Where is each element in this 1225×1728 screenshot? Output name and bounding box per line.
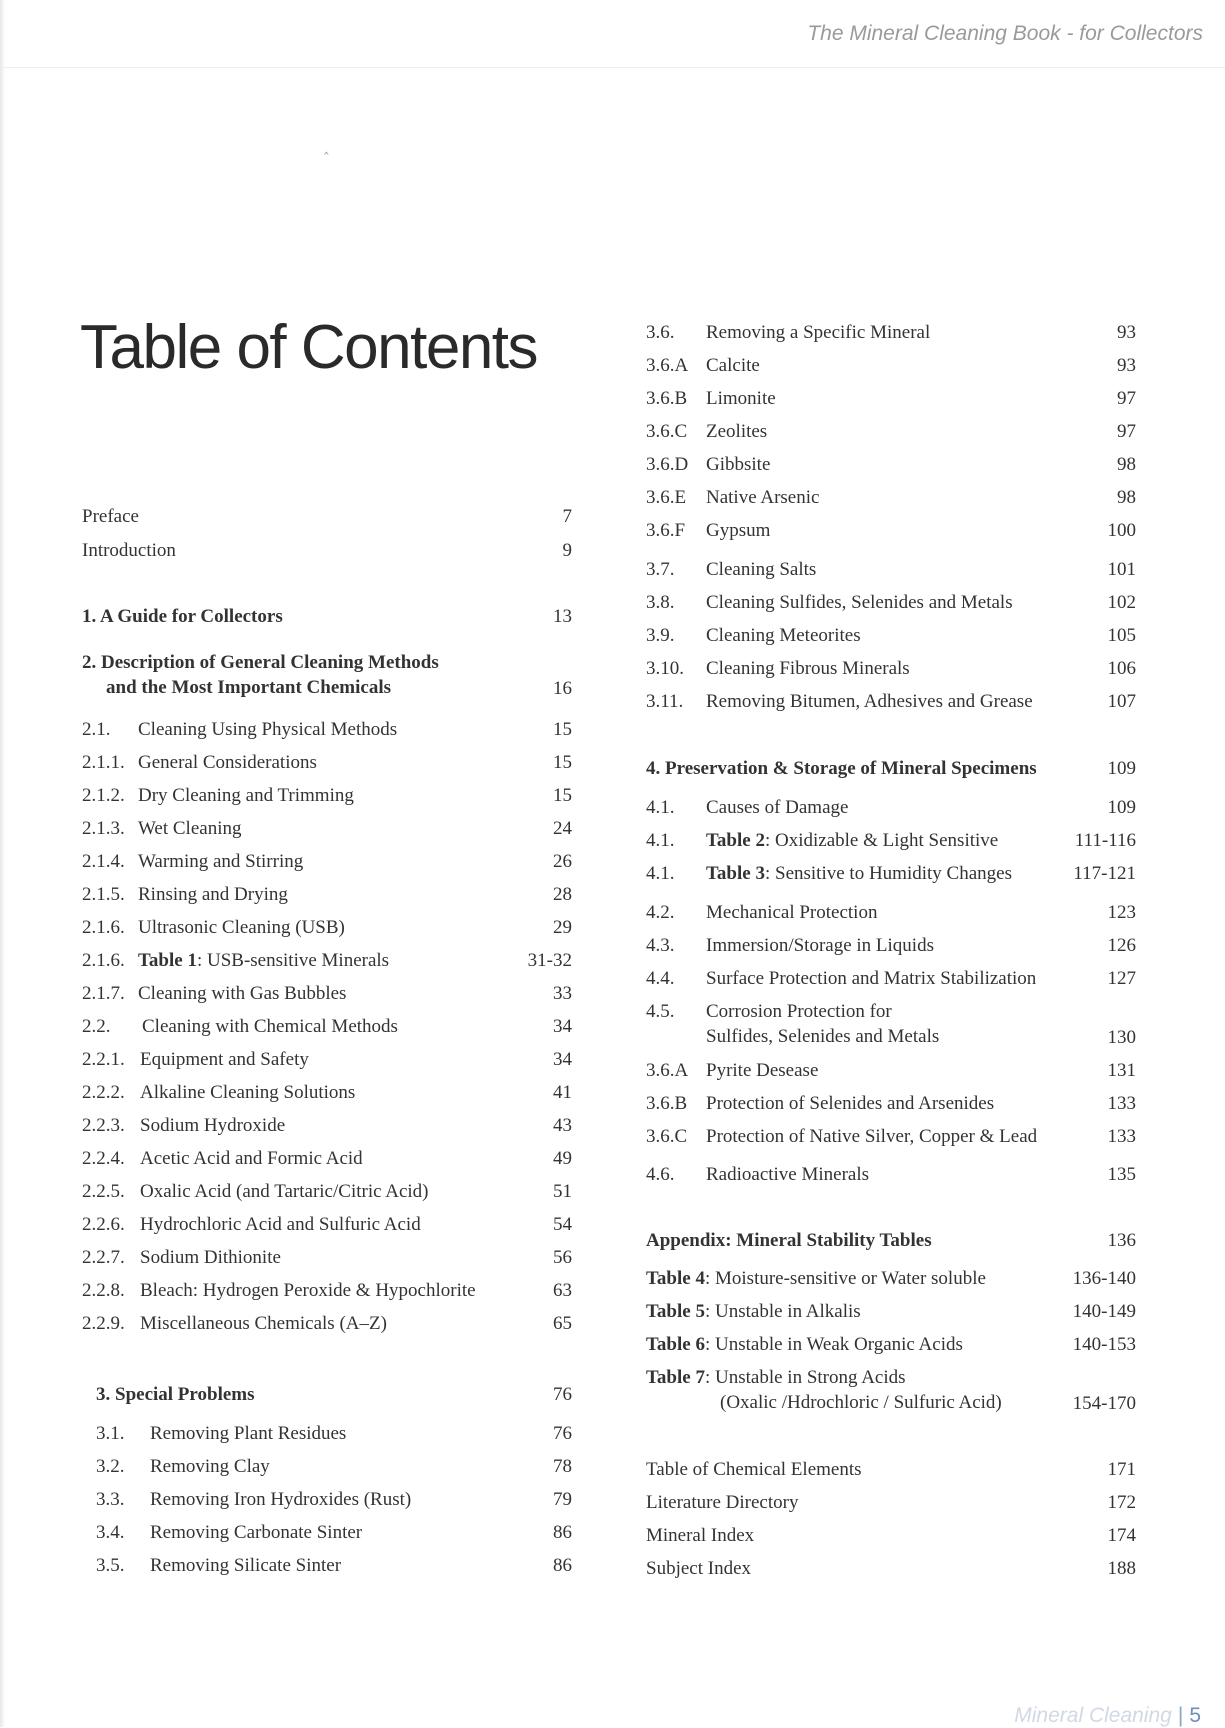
toc-entry-label: Removing Plant Residues xyxy=(150,1423,347,1444)
toc-page-number: 123 xyxy=(1107,902,1136,923)
toc-entry xyxy=(82,783,572,809)
toc-entry-label: Oxalic Acid (and Tartaric/Citric Acid) xyxy=(140,1181,429,1202)
toc-entry-label: Calcite xyxy=(706,355,760,376)
toc-section-number: 4.1. xyxy=(646,797,675,818)
toc-entry xyxy=(646,1162,1136,1188)
toc-page-number: 98 xyxy=(1117,487,1136,508)
toc-section-number: 3.11. xyxy=(646,691,684,712)
toc-page-number: 133 xyxy=(1107,1093,1136,1114)
toc-page-number: 131 xyxy=(1107,1060,1136,1081)
toc-section-number: 2.2.4. xyxy=(82,1148,125,1169)
toc-entry-label: Native Arsenic xyxy=(706,487,820,508)
toc-page-number: 127 xyxy=(1107,968,1136,989)
toc-section-number: 2.1.5. xyxy=(82,884,125,905)
toc-entry-label: Rinsing and Drying xyxy=(138,884,288,905)
toc-section-number: 2.2.7. xyxy=(82,1247,125,1268)
toc-page-number: 93 xyxy=(1117,322,1136,343)
toc-page-number: 133 xyxy=(1107,1126,1136,1147)
toc-entry-label: : Oxidizable & Light Sensitive xyxy=(764,830,999,851)
toc-page-number: 24 xyxy=(553,818,572,839)
toc-entry xyxy=(82,981,572,1007)
toc-chapter-label: Appendix: Mineral Stability Tables xyxy=(646,1230,932,1251)
toc-entry-label: Causes of Damage xyxy=(706,797,849,818)
toc-appendix xyxy=(646,1228,1136,1254)
toc-entry xyxy=(82,1113,572,1139)
toc-entry-label: Zeolites xyxy=(706,421,768,442)
toc-page-number: 13 xyxy=(553,606,572,627)
toc-chapter-1 xyxy=(82,604,572,630)
toc-section-number: 4.1. xyxy=(646,863,675,884)
toc-page-number: 76 xyxy=(553,1384,572,1405)
toc-entry-table-2 xyxy=(646,828,1136,854)
toc-table-name: Table 2 xyxy=(706,830,765,851)
toc-entry-label: Miscellaneous Chemicals (A–Z) xyxy=(140,1313,387,1334)
toc-page-number: 9 xyxy=(562,540,572,561)
toc-section-number: 4.5. xyxy=(646,1001,675,1022)
toc-section-number: 3.6. xyxy=(646,322,675,343)
toc-entry-label: Radioactive Minerals xyxy=(706,1164,870,1185)
toc-page-number: 130 xyxy=(1107,1027,1136,1048)
toc-page-number: 136 xyxy=(1107,1230,1136,1251)
footer-separator: | xyxy=(1177,1704,1184,1727)
toc-section-number: 3.6.B xyxy=(646,1093,688,1114)
toc-page-number: 26 xyxy=(553,851,572,872)
toc-entry-label: Mineral Index xyxy=(646,1525,755,1546)
toc-page-number: 49 xyxy=(553,1148,572,1169)
toc-entry xyxy=(646,656,1136,682)
toc-page-number: 136-140 xyxy=(1072,1268,1136,1289)
toc-entry-label: Introduction xyxy=(82,540,176,561)
toc-entry xyxy=(82,1146,572,1172)
toc-page-number: 97 xyxy=(1117,388,1136,409)
toc-section-number: 3.6.C xyxy=(646,421,688,442)
toc-entry-label: : Unstable in Alkalis xyxy=(704,1301,861,1322)
toc-entry xyxy=(646,590,1136,616)
toc-page-number: 97 xyxy=(1117,421,1136,442)
toc-entry xyxy=(82,717,572,743)
toc-page-number: 172 xyxy=(1107,1492,1136,1513)
toc-page-number: 43 xyxy=(553,1115,572,1136)
toc-chapter-label-line2: and the Most Important Chemicals xyxy=(106,677,391,698)
page-title: Table of Contents xyxy=(80,313,538,382)
toc-section-number: 3.5. xyxy=(96,1555,125,1576)
toc-page-number: 76 xyxy=(553,1423,572,1444)
toc-page-number: 154-170 xyxy=(1072,1393,1136,1414)
toc-entry xyxy=(646,795,1136,821)
toc-entry-label: Removing Carbonate Sinter xyxy=(150,1522,363,1543)
toc-page-number: 140-153 xyxy=(1072,1334,1136,1355)
toc-entry-label: Cleaning Using Physical Methods xyxy=(138,719,398,740)
toc-entry-label: Equipment and Safety xyxy=(140,1049,309,1070)
toc-entry xyxy=(82,1487,572,1513)
toc-page-number: 28 xyxy=(553,884,572,905)
toc-page-number: 117-121 xyxy=(1073,863,1136,884)
footer-page-number: 5 xyxy=(1189,1704,1201,1727)
toc-chapter-label: 2. Description of General Cleaning Methods xyxy=(82,652,439,673)
toc-page-number: 102 xyxy=(1107,592,1136,613)
toc-section-number: 2.1.6. xyxy=(82,917,125,938)
toc-page-number: 56 xyxy=(553,1247,572,1268)
toc-entry-label: Bleach: Hydrogen Peroxide & Hypochlorite xyxy=(140,1280,476,1301)
toc-page-number: 15 xyxy=(553,719,572,740)
toc-chapter-label: 3. Special Problems xyxy=(96,1384,255,1405)
toc-page-number: 16 xyxy=(553,678,572,699)
toc-entry-label: Mechanical Protection xyxy=(706,902,878,923)
toc-section-number: 2.1.6. xyxy=(82,950,125,971)
toc-section-number: 3.6.B xyxy=(646,388,688,409)
toc-page-number: 93 xyxy=(1117,355,1136,376)
toc-entry xyxy=(646,518,1136,544)
toc-entry-label: Ultrasonic Cleaning (USB) xyxy=(138,917,345,938)
toc-entry-label: : Unstable in Strong Acids xyxy=(704,1367,906,1388)
toc-page-number: 86 xyxy=(553,1555,572,1576)
toc-entry xyxy=(646,1490,1136,1516)
toc-entry-label: Surface Protection and Matrix Stabilization xyxy=(706,968,1037,989)
toc-page-number: 109 xyxy=(1107,758,1136,779)
toc-section-number: 3.6.C xyxy=(646,1126,688,1147)
toc-section-number: 2.2.2. xyxy=(82,1082,125,1103)
toc-entry xyxy=(82,1278,572,1304)
toc-entry-label: Hydrochloric Acid and Sulfuric Acid xyxy=(140,1214,421,1235)
toc-section-number: 2.2.5. xyxy=(82,1181,125,1202)
toc-entry-label: Removing Iron Hydroxides (Rust) xyxy=(150,1489,412,1510)
toc-entry xyxy=(82,1520,572,1546)
toc-entry-label: Gypsum xyxy=(706,520,771,541)
toc-page-number: 105 xyxy=(1107,625,1136,646)
toc-entry xyxy=(646,419,1136,445)
toc-page-number: 98 xyxy=(1117,454,1136,475)
toc-entry xyxy=(82,1212,572,1238)
toc-entry xyxy=(82,1245,572,1271)
toc-section-number: 4.3. xyxy=(646,935,675,956)
toc-section-number: 3.6.A xyxy=(646,355,689,376)
toc-chapter-label: 4. Preservation & Storage of Mineral Specimens xyxy=(646,758,1037,779)
toc-entry-label: Preface xyxy=(82,506,139,527)
toc-page-number: 174 xyxy=(1107,1525,1136,1546)
toc-page-number: 15 xyxy=(553,785,572,806)
toc-page-number: 100 xyxy=(1107,520,1136,541)
toc-entry-label: Subject Index xyxy=(646,1558,752,1579)
toc-section-number: 2.2.9. xyxy=(82,1313,125,1334)
toc-entry xyxy=(646,933,1136,959)
toc-page-number: 34 xyxy=(553,1049,572,1070)
toc-page-number: 63 xyxy=(553,1280,572,1301)
toc-entry xyxy=(82,1454,572,1480)
footer-section-label: Mineral Cleaning xyxy=(1014,1704,1172,1727)
toc-entry-preface xyxy=(82,504,572,530)
scan-speck-mark: ‸ xyxy=(324,139,329,155)
toc-entry-table-3 xyxy=(646,861,1136,887)
toc-entry xyxy=(646,386,1136,412)
page-edge-shadow xyxy=(0,0,5,1727)
toc-entry xyxy=(646,1124,1136,1150)
toc-page-number: 86 xyxy=(553,1522,572,1543)
toc-section-number: 3.4. xyxy=(96,1522,125,1543)
toc-page-number: 33 xyxy=(553,983,572,1004)
toc-chapter-label: 1. A Guide for Collectors xyxy=(82,606,283,627)
toc-section-number: 2.1.1. xyxy=(82,752,125,773)
toc-page-number: 54 xyxy=(553,1214,572,1235)
toc-entry xyxy=(82,915,572,941)
toc-chapter-3 xyxy=(82,1382,572,1408)
toc-entry-label: Cleaning with Gas Bubbles xyxy=(138,983,347,1004)
toc-entry-label: Removing Bitumen, Adhesives and Grease xyxy=(706,691,1033,712)
toc-entry-label: Cleaning Sulfides, Selenides and Metals xyxy=(706,592,1013,613)
toc-entry-label: Immersion/Storage in Liquids xyxy=(706,935,934,956)
toc-chapter-4 xyxy=(646,756,1136,782)
toc-entry-label: Removing Clay xyxy=(150,1456,270,1477)
toc-entry-label: Warming and Stirring xyxy=(138,851,304,872)
toc-section-number: 3.10. xyxy=(646,658,684,679)
toc-section-number: 2.1.7. xyxy=(82,983,125,1004)
toc-entry xyxy=(82,1047,572,1073)
toc-page-number: 41 xyxy=(553,1082,572,1103)
toc-page-number: 51 xyxy=(553,1181,572,1202)
toc-page-number: 78 xyxy=(553,1456,572,1477)
toc-section-number: 3.6.D xyxy=(646,454,689,475)
toc-entry xyxy=(82,1553,572,1579)
running-header: The Mineral Cleaning Book - for Collectors xyxy=(807,22,1203,45)
toc-table-name: Table 7 xyxy=(646,1367,705,1388)
toc-entry xyxy=(646,1523,1136,1549)
toc-entry-label: Cleaning with Chemical Methods xyxy=(142,1016,398,1037)
toc-entry xyxy=(82,816,572,842)
toc-page-number: 7 xyxy=(562,506,572,527)
toc-entry-label: : Moisture-sensitive or Water soluble xyxy=(704,1268,986,1289)
header-divider xyxy=(0,67,1225,68)
toc-section-number: 3.2. xyxy=(96,1456,125,1477)
toc-entry-label: Pyrite Desease xyxy=(706,1060,819,1081)
toc-entry-label-line2: Sulfides, Selenides and Metals xyxy=(706,1026,940,1047)
toc-entry-label: Corrosion Protection for xyxy=(706,1001,892,1022)
toc-section-number: 2.1. xyxy=(82,719,111,740)
toc-entry-label: Protection of Selenides and Arsenides xyxy=(706,1093,995,1114)
toc-entry xyxy=(646,320,1136,346)
toc-page-number: 65 xyxy=(553,1313,572,1334)
toc-entry xyxy=(646,1058,1136,1084)
toc-entry xyxy=(646,1556,1136,1582)
toc-page-number: 171 xyxy=(1107,1459,1136,1480)
toc-section-number: 2.2.8. xyxy=(82,1280,125,1301)
toc-section-number: 4.1. xyxy=(646,830,675,851)
toc-table-name: Table 1 xyxy=(138,950,197,971)
toc-entry-table-1 xyxy=(82,948,572,974)
toc-entry xyxy=(646,900,1136,926)
toc-entry xyxy=(82,750,572,776)
toc-entry-label: : USB-sensitive Minerals xyxy=(196,950,390,971)
toc-entry xyxy=(82,1311,572,1337)
toc-section-number: 3.1. xyxy=(96,1423,125,1444)
toc-entry xyxy=(646,623,1136,649)
toc-entry xyxy=(82,1179,572,1205)
toc-entry xyxy=(646,353,1136,379)
toc-entry xyxy=(82,882,572,908)
toc-entry xyxy=(646,966,1136,992)
toc-entry-table-4 xyxy=(646,1266,1136,1292)
toc-page-number: 188 xyxy=(1107,1558,1136,1579)
toc-entry xyxy=(82,849,572,875)
toc-page-number: 31-32 xyxy=(527,950,572,971)
toc-entry-table-5 xyxy=(646,1299,1136,1325)
toc-entry-table-7 xyxy=(646,1365,1136,1417)
toc-entry-introduction xyxy=(82,538,572,564)
toc-section-number: 3.8. xyxy=(646,592,675,613)
toc-section-number: 3.7. xyxy=(646,559,675,580)
toc-section-number: 2.2.1. xyxy=(82,1049,125,1070)
toc-section-number: 3.3. xyxy=(96,1489,125,1510)
toc-table-name: Table 3 xyxy=(706,863,765,884)
toc-section-number: 4.4. xyxy=(646,968,675,989)
toc-chapter-2 xyxy=(82,650,572,702)
toc-page-number: 15 xyxy=(553,752,572,773)
toc-section-number: 4.2. xyxy=(646,902,675,923)
toc-page-number: 111-116 xyxy=(1074,830,1136,851)
toc-section-number: 3.6.A xyxy=(646,1060,689,1081)
toc-section-number: 3.6.E xyxy=(646,487,687,508)
toc-entry-label: Acetic Acid and Formic Acid xyxy=(140,1148,363,1169)
toc-table-name: Table 4 xyxy=(646,1268,705,1289)
toc-entry-label: Table of Chemical Elements xyxy=(646,1459,862,1480)
toc-entry-label: Cleaning Meteorites xyxy=(706,625,861,646)
toc-entry-table-6 xyxy=(646,1332,1136,1358)
toc-section-number: 2.2.3. xyxy=(82,1115,125,1136)
toc-section-number: 2.1.4. xyxy=(82,851,125,872)
toc-page-number: 140-149 xyxy=(1072,1301,1136,1322)
toc-section-number: 2.1.3. xyxy=(82,818,125,839)
toc-entry xyxy=(646,999,1136,1051)
toc-table-name: Table 5 xyxy=(646,1301,705,1322)
toc-entry xyxy=(646,452,1136,478)
toc-entry-label: Dry Cleaning and Trimming xyxy=(138,785,354,806)
toc-entry-label: Limonite xyxy=(706,388,776,409)
toc-entry-label: Literature Directory xyxy=(646,1492,799,1513)
toc-entry-label: Protection of Native Silver, Copper & Lead xyxy=(706,1126,1038,1147)
toc-entry-label: Removing a Specific Mineral xyxy=(706,322,931,343)
toc-entry-label: General Considerations xyxy=(138,752,317,773)
toc-entry-label: Sodium Hydroxide xyxy=(140,1115,286,1136)
toc-page-number: 107 xyxy=(1107,691,1136,712)
toc-entry-label: Sodium Dithionite xyxy=(140,1247,281,1268)
toc-page-number: 109 xyxy=(1107,797,1136,818)
toc-section-number: 2.2. xyxy=(82,1016,111,1037)
toc-entry-label: : Unstable in Weak Organic Acids xyxy=(704,1334,963,1355)
toc-section-number: 2.2.6. xyxy=(82,1214,125,1235)
toc-entry xyxy=(646,689,1136,715)
toc-page-number: 101 xyxy=(1107,559,1136,580)
toc-table-name: Table 6 xyxy=(646,1334,705,1355)
toc-entry-label: Alkaline Cleaning Solutions xyxy=(140,1082,356,1103)
toc-entry xyxy=(646,485,1136,511)
toc-entry xyxy=(82,1080,572,1106)
toc-section-number: 3.6.F xyxy=(646,520,686,541)
toc-entry xyxy=(82,1421,572,1447)
toc-entry-label: Wet Cleaning xyxy=(138,818,242,839)
toc-entry-label-line2: (Oxalic /Hdrochloric / Sulfuric Acid) xyxy=(720,1392,1002,1413)
toc-page-number: 126 xyxy=(1107,935,1136,956)
toc-page-number: 135 xyxy=(1107,1164,1136,1185)
toc-entry-label: Gibbsite xyxy=(706,454,771,475)
toc-entry-label: Cleaning Fibrous Minerals xyxy=(706,658,910,679)
toc-entry xyxy=(646,1091,1136,1117)
toc-section-number: 2.1.2. xyxy=(82,785,125,806)
toc-page-number: 106 xyxy=(1107,658,1136,679)
toc-entry-label: Cleaning Salts xyxy=(706,559,817,580)
toc-section-number: 3.9. xyxy=(646,625,675,646)
toc-entry-label: : Sensitive to Humidity Changes xyxy=(764,863,1012,884)
toc-entry xyxy=(646,1457,1136,1483)
toc-page-number: 29 xyxy=(553,917,572,938)
toc-page-number: 34 xyxy=(553,1016,572,1037)
page-footer xyxy=(1014,1704,1201,1728)
toc-page-number: 79 xyxy=(553,1489,572,1510)
toc-entry-label: Removing Silicate Sinter xyxy=(150,1555,342,1576)
toc-section-number: 4.6. xyxy=(646,1164,675,1185)
toc-entry xyxy=(82,1014,572,1040)
toc-entry xyxy=(646,557,1136,583)
